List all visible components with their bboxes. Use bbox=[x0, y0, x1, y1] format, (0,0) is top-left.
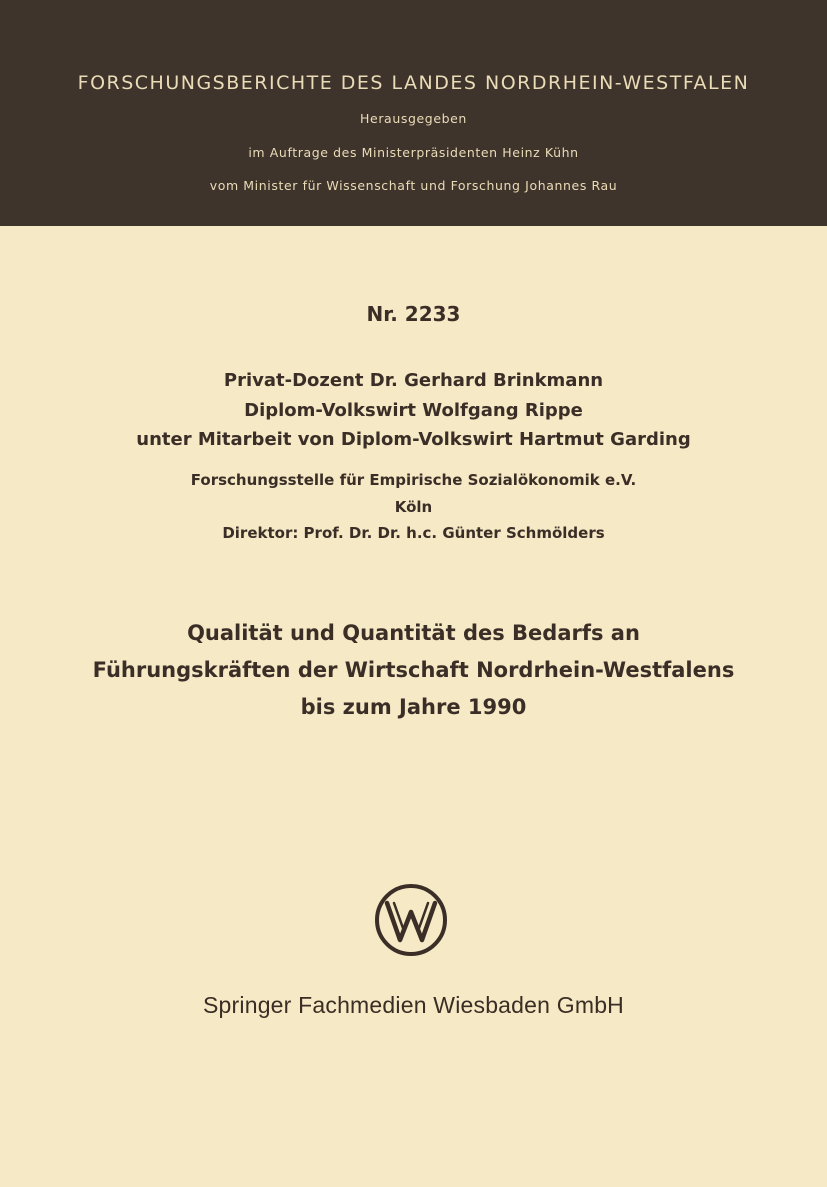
author-line: Privat-Dozent Dr. Gerhard Brinkmann bbox=[223, 370, 604, 391]
book-title-line: Führungskräften der Wirtschaft Nordrhein-Westfalens bbox=[92, 658, 735, 682]
header-line-ministerpraesident: im Auftrage des Ministerpräsidenten Heinz Kühn bbox=[248, 145, 579, 160]
series-title: FORSCHUNGSBERICHTE DES LANDES NORDRHEIN-WESTFALEN bbox=[77, 72, 750, 94]
header-line-minister: vom Minister für Wissenschaft und Forschung Johannes Rau bbox=[209, 178, 618, 193]
header-line-herausgegeben: Herausgegeben bbox=[360, 111, 467, 126]
report-number: Nr. 2233 bbox=[366, 302, 461, 326]
book-title-line: Qualität und Quantität des Bedarfs an bbox=[187, 621, 640, 645]
institution-name: Forschungsstelle für Empirische Sozialökonomik e.V. bbox=[190, 471, 637, 489]
author-line: Diplom-Volkswirt Wolfgang Rippe bbox=[244, 400, 583, 421]
institution-director: Direktor: Prof. Dr. Dr. h.c. Günter Schmölders bbox=[222, 524, 605, 542]
westdeutscher-verlag-logo-icon bbox=[373, 882, 449, 958]
institution-city: Köln bbox=[394, 498, 433, 516]
header-band bbox=[0, 0, 827, 226]
book-title-line: bis zum Jahre 1990 bbox=[300, 695, 527, 719]
author-line: unter Mitarbeit von Diplom-Volkswirt Hartmut Garding bbox=[136, 429, 691, 450]
publisher-name: Springer Fachmedien Wiesbaden GmbH bbox=[203, 992, 624, 1018]
